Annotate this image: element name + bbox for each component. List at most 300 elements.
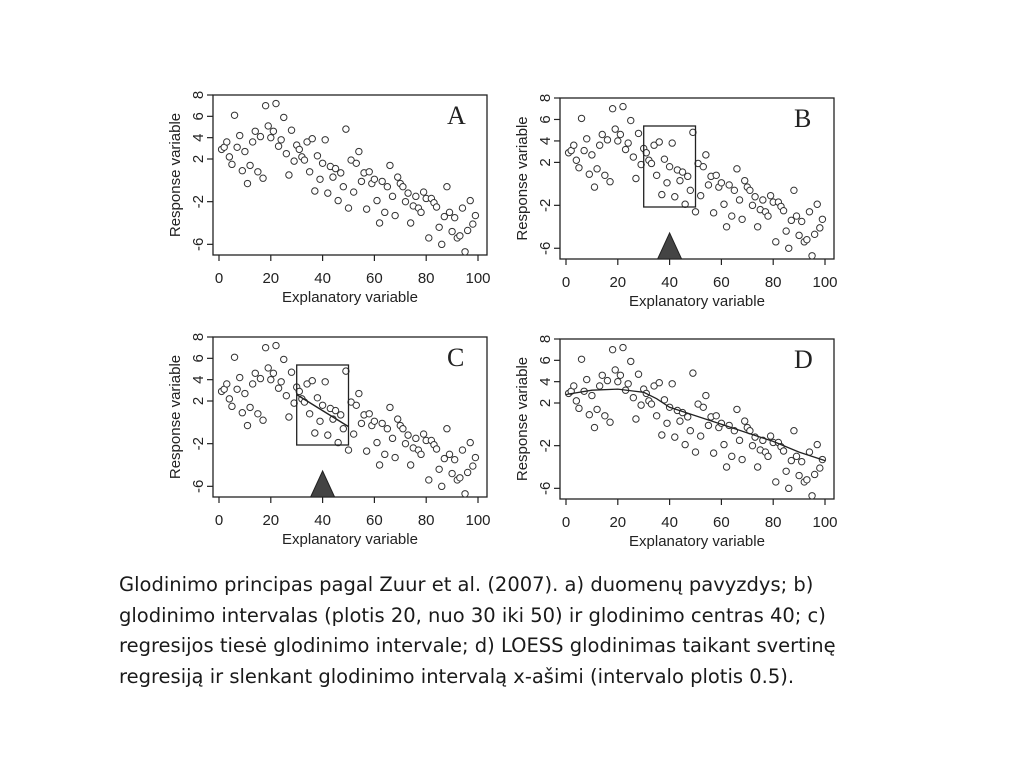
- data-point: [407, 462, 413, 468]
- y-tick-label: 4: [537, 377, 554, 386]
- data-point: [625, 381, 631, 387]
- data-point: [395, 174, 401, 180]
- data-point: [407, 220, 413, 226]
- data-point: [710, 210, 716, 216]
- data-point: [726, 182, 732, 188]
- data-point: [379, 178, 385, 184]
- data-point: [739, 456, 745, 462]
- data-point: [358, 178, 364, 184]
- x-tick-label: 60: [366, 512, 383, 529]
- data-point: [244, 180, 250, 186]
- data-point: [281, 356, 287, 362]
- data-point: [470, 463, 476, 469]
- plot-frame: [560, 98, 834, 259]
- data-point: [633, 416, 639, 422]
- data-point: [747, 187, 753, 193]
- x-tick-label: 0: [561, 274, 571, 291]
- y-tick-label: 6: [190, 112, 207, 121]
- data-point: [796, 472, 802, 478]
- data-point: [444, 426, 450, 432]
- data-point: [589, 392, 595, 398]
- data-point: [584, 376, 590, 382]
- data-point: [350, 431, 356, 437]
- figure-caption: Glodinimo principas pagal Zuur et al. (2007). a) duomenų pavyzdys; b) glodinimo intervalas (plotis 20, nuo 30 iki 50) ir glodinimo centras 40; c) regresijos tiesė glodinimo intervale; d) LOESS glodinimas taikant svertinę regresiją ir slenkant glodinimo intervalą x-ašimi (intervalo plotis 0.5).: [119, 573, 836, 688]
- data-point: [242, 148, 248, 154]
- data-point: [578, 356, 584, 362]
- y-tick-label: 2: [190, 396, 207, 406]
- data-point: [231, 354, 237, 360]
- data-point: [260, 175, 266, 181]
- data-point: [584, 136, 590, 142]
- data-point: [363, 206, 369, 212]
- x-tick-label: 40: [314, 512, 331, 529]
- data-point: [262, 102, 268, 108]
- data-point: [464, 469, 470, 475]
- data-point: [319, 160, 325, 166]
- data-point: [335, 197, 341, 203]
- data-point: [814, 441, 820, 447]
- y-tick-label: -2: [190, 194, 207, 209]
- data-point: [226, 154, 232, 160]
- data-point: [257, 133, 263, 139]
- data-point: [384, 184, 390, 190]
- data-point: [268, 134, 274, 140]
- data-point: [786, 485, 792, 491]
- y-tick-label: -2: [190, 436, 207, 451]
- data-point: [275, 385, 281, 391]
- data-point: [317, 418, 323, 424]
- data-point: [436, 224, 442, 230]
- data-point: [288, 127, 294, 133]
- data-point: [736, 437, 742, 443]
- x-tick-label: 80: [417, 512, 435, 529]
- y-tick-label: -2: [537, 198, 554, 213]
- data-point: [283, 392, 289, 398]
- data-point: [817, 225, 823, 231]
- panel-c: [167, 333, 491, 548]
- data-point: [275, 143, 281, 149]
- data-point: [291, 158, 297, 164]
- y-tick-label: -6: [190, 237, 207, 252]
- data-point: [713, 413, 719, 419]
- data-point: [439, 241, 445, 247]
- x-tick-label: 0: [214, 270, 224, 287]
- data-point: [685, 173, 691, 179]
- data-point: [462, 249, 468, 255]
- data-point: [742, 418, 748, 424]
- data-point: [286, 172, 292, 178]
- data-point: [353, 160, 359, 166]
- data-point: [783, 468, 789, 474]
- data-point: [319, 402, 325, 408]
- data-point: [426, 477, 432, 483]
- data-point: [340, 184, 346, 190]
- data-point: [306, 169, 312, 175]
- data-point: [444, 184, 450, 190]
- data-point: [249, 381, 255, 387]
- data-point: [389, 435, 395, 441]
- data-point: [459, 205, 465, 211]
- data-point: [413, 435, 419, 441]
- data-point: [576, 165, 582, 171]
- data-point: [687, 428, 693, 434]
- data-point: [387, 404, 393, 410]
- data-point: [345, 205, 351, 211]
- data-point: [713, 172, 719, 178]
- y-axis-label: Response variable: [167, 112, 184, 238]
- window-center-marker: [658, 233, 682, 259]
- data-point: [783, 228, 789, 234]
- y-tick-label: -6: [537, 481, 554, 496]
- data-point: [418, 209, 424, 215]
- data-point: [451, 214, 457, 220]
- y-tick-label: 2: [537, 398, 554, 408]
- y-axis-label: Response variable: [167, 354, 184, 480]
- data-point: [451, 456, 457, 462]
- data-point: [472, 212, 478, 218]
- data-point: [692, 209, 698, 215]
- plot-frame: [213, 337, 487, 497]
- data-point: [710, 450, 716, 456]
- data-point: [811, 231, 817, 237]
- data-point: [242, 390, 248, 396]
- data-point: [366, 411, 372, 417]
- data-point: [819, 216, 825, 222]
- data-point: [617, 372, 623, 378]
- data-point: [325, 432, 331, 438]
- y-tick-label: 4: [537, 136, 554, 146]
- data-point: [312, 430, 318, 436]
- y-tick-label: 6: [537, 115, 554, 124]
- data-point: [791, 187, 797, 193]
- data-point: [229, 403, 235, 409]
- x-tick-label: 40: [661, 274, 678, 291]
- data-point: [677, 418, 683, 424]
- plot-frame: [560, 339, 834, 499]
- data-point: [672, 194, 678, 200]
- data-point: [599, 372, 605, 378]
- data-point: [449, 228, 455, 234]
- x-axis-label: Explanatory variable: [629, 293, 765, 310]
- data-point: [402, 440, 408, 446]
- y-tick-label: 8: [537, 93, 554, 103]
- data-point: [255, 169, 261, 175]
- y-tick-label: 8: [537, 334, 554, 344]
- data-point: [697, 433, 703, 439]
- data-point: [635, 130, 641, 136]
- data-point: [809, 493, 815, 499]
- data-point: [806, 209, 812, 215]
- data-point: [620, 103, 626, 109]
- data-point: [723, 464, 729, 470]
- data-point: [224, 381, 230, 387]
- data-point: [765, 213, 771, 219]
- data-point: [312, 188, 318, 194]
- data-point: [252, 128, 258, 134]
- data-point: [659, 432, 665, 438]
- data-point: [345, 447, 351, 453]
- data-point: [607, 419, 613, 425]
- data-point: [656, 380, 662, 386]
- data-point: [379, 420, 385, 426]
- data-point: [470, 221, 476, 227]
- data-point: [234, 144, 240, 150]
- data-point: [446, 209, 452, 215]
- data-point: [817, 465, 823, 471]
- data-point: [392, 212, 398, 218]
- data-point: [457, 233, 463, 239]
- data-point: [356, 148, 362, 154]
- data-point: [809, 253, 815, 259]
- data-point: [571, 142, 577, 148]
- data-point: [599, 131, 605, 137]
- data-point: [467, 439, 473, 445]
- data-point: [628, 117, 634, 123]
- data-point: [325, 190, 331, 196]
- data-point: [734, 406, 740, 412]
- data-point: [677, 177, 683, 183]
- data-point: [814, 201, 820, 207]
- data-point: [571, 383, 577, 389]
- data-point: [270, 128, 276, 134]
- data-point: [322, 137, 328, 143]
- y-tick-label: -6: [190, 479, 207, 494]
- data-point: [374, 197, 380, 203]
- data-point: [402, 198, 408, 204]
- window-center-marker: [311, 471, 335, 497]
- data-point: [705, 422, 711, 428]
- panel-d: [514, 335, 838, 550]
- x-tick-label: 100: [812, 514, 838, 531]
- data-point: [231, 112, 237, 118]
- data-point: [286, 414, 292, 420]
- panel-label: C: [447, 343, 465, 372]
- data-point: [798, 458, 804, 464]
- data-point: [356, 390, 362, 396]
- data-point: [426, 235, 432, 241]
- data-point: [353, 402, 359, 408]
- data-point: [237, 374, 243, 380]
- data-point: [350, 189, 356, 195]
- data-point: [796, 232, 802, 238]
- x-tick-label: 100: [465, 512, 491, 529]
- data-point: [648, 401, 654, 407]
- data-point: [457, 475, 463, 481]
- data-point: [780, 208, 786, 214]
- data-point: [773, 479, 779, 485]
- data-point: [659, 191, 665, 197]
- panel-b: [514, 94, 838, 310]
- data-point: [395, 416, 401, 422]
- data-point: [247, 404, 253, 410]
- data-point: [765, 453, 771, 459]
- data-point: [669, 140, 675, 146]
- data-point: [413, 193, 419, 199]
- data-point: [418, 451, 424, 457]
- data-point: [754, 224, 760, 230]
- y-tick-label: 8: [190, 90, 207, 100]
- data-point: [661, 156, 667, 162]
- data-point: [265, 365, 271, 371]
- data-point: [387, 162, 393, 168]
- data-point: [273, 100, 279, 106]
- panel-label: D: [794, 345, 813, 374]
- data-point: [594, 166, 600, 172]
- data-point: [234, 386, 240, 392]
- data-point: [343, 126, 349, 132]
- data-point: [687, 187, 693, 193]
- data-point: [739, 216, 745, 222]
- data-point: [697, 192, 703, 198]
- x-tick-label: 100: [465, 270, 491, 287]
- data-point: [703, 392, 709, 398]
- data-point: [760, 197, 766, 203]
- data-point: [734, 166, 740, 172]
- data-point: [648, 160, 654, 166]
- data-point: [786, 245, 792, 251]
- data-point: [382, 209, 388, 215]
- data-point: [260, 417, 266, 423]
- data-point: [721, 441, 727, 447]
- data-point: [255, 411, 261, 417]
- data-point: [573, 398, 579, 404]
- data-point: [692, 449, 698, 455]
- data-point: [363, 448, 369, 454]
- panel-label: B: [794, 104, 812, 133]
- data-point: [366, 169, 372, 175]
- data-point: [804, 236, 810, 242]
- data-point: [314, 153, 320, 159]
- data-point: [653, 413, 659, 419]
- data-point: [270, 370, 276, 376]
- x-axis-label: Explanatory variable: [629, 533, 765, 550]
- data-point: [309, 378, 315, 384]
- data-point: [615, 378, 621, 384]
- x-tick-label: 80: [417, 270, 435, 287]
- data-point: [596, 383, 602, 389]
- data-point: [338, 412, 344, 418]
- data-point: [405, 432, 411, 438]
- data-point: [703, 152, 709, 158]
- data-point: [278, 379, 284, 385]
- data-point: [749, 442, 755, 448]
- data-point: [780, 448, 786, 454]
- data-point: [798, 218, 804, 224]
- data-point: [578, 115, 584, 121]
- data-point: [358, 420, 364, 426]
- data-point: [596, 142, 602, 148]
- y-tick-label: 4: [190, 133, 207, 142]
- y-tick-label: -6: [537, 241, 554, 255]
- data-point: [793, 213, 799, 219]
- plot-frame: [213, 95, 487, 255]
- data-point: [322, 379, 328, 385]
- data-point: [620, 344, 626, 350]
- data-point: [630, 154, 636, 160]
- data-point: [371, 176, 377, 182]
- x-tick-label: 40: [661, 514, 678, 531]
- data-point: [389, 193, 395, 199]
- data-point: [281, 114, 287, 120]
- data-point: [718, 180, 724, 186]
- data-point: [690, 370, 696, 376]
- x-tick-label: 80: [764, 514, 782, 531]
- data-point: [446, 451, 452, 457]
- data-point: [804, 477, 810, 483]
- y-tick-label: 6: [190, 354, 207, 363]
- data-point: [405, 190, 411, 196]
- y-axis-label: Response variable: [514, 116, 531, 241]
- y-tick-label: 8: [190, 332, 207, 342]
- data-point: [283, 150, 289, 156]
- data-point: [262, 344, 268, 350]
- data-point: [464, 227, 470, 233]
- x-axis-label: Explanatory variable: [282, 289, 418, 306]
- data-point: [749, 202, 755, 208]
- data-point: [576, 405, 582, 411]
- y-axis-label: Response variable: [514, 356, 531, 482]
- data-point: [664, 180, 670, 186]
- x-tick-label: 0: [561, 514, 571, 531]
- data-point: [767, 192, 773, 198]
- data-point: [449, 470, 455, 476]
- x-tick-label: 60: [366, 270, 383, 287]
- data-point: [682, 441, 688, 447]
- data-point: [612, 367, 618, 373]
- data-point: [436, 466, 442, 472]
- data-point: [591, 424, 597, 430]
- data-point: [700, 163, 706, 169]
- data-point: [731, 187, 737, 193]
- data-point: [604, 377, 610, 383]
- data-point: [591, 184, 597, 190]
- data-point: [705, 182, 711, 188]
- data-point: [309, 136, 315, 142]
- data-point: [433, 204, 439, 210]
- data-point: [278, 137, 284, 143]
- data-point: [721, 201, 727, 207]
- x-tick-label: 20: [609, 274, 627, 291]
- y-tick-label: 2: [537, 158, 554, 167]
- data-point: [628, 358, 634, 364]
- x-tick-label: 20: [262, 270, 280, 287]
- data-point: [669, 381, 675, 387]
- data-point: [340, 426, 346, 432]
- x-tick-label: 20: [262, 512, 280, 529]
- data-point: [252, 370, 258, 376]
- data-point: [462, 491, 468, 497]
- data-point: [767, 433, 773, 439]
- data-point: [249, 139, 255, 145]
- data-point: [609, 346, 615, 352]
- data-point: [467, 197, 473, 203]
- x-tick-label: 20: [609, 514, 627, 531]
- data-point: [630, 394, 636, 400]
- data-point: [793, 453, 799, 459]
- data-point: [773, 239, 779, 245]
- data-point: [602, 413, 608, 419]
- data-point: [257, 375, 263, 381]
- data-point: [723, 224, 729, 230]
- data-point: [604, 137, 610, 143]
- panel-label: A: [447, 101, 466, 130]
- data-point: [420, 431, 426, 437]
- data-point: [330, 174, 336, 180]
- data-point: [392, 454, 398, 460]
- data-point: [633, 175, 639, 181]
- data-point: [729, 453, 735, 459]
- data-point: [622, 146, 628, 152]
